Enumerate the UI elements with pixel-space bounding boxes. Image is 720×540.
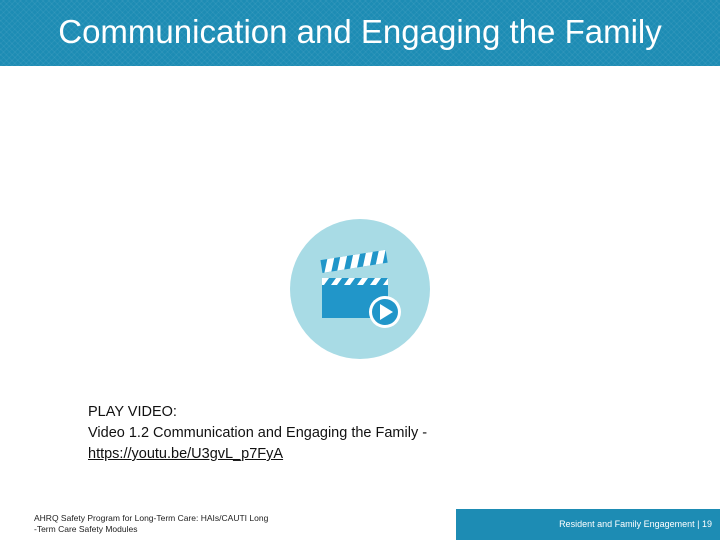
video-text-block xyxy=(88,402,427,465)
footer-left-line2: -Term Care Safety Modules xyxy=(34,524,138,534)
video-clapperboard-play-icon[interactable] xyxy=(289,218,431,360)
video-link[interactable]: https://youtu.be/U3gvL_p7FyA xyxy=(88,446,284,462)
title-bar xyxy=(0,0,720,66)
footer-left-line1: AHRQ Safety Program for Long-Term Care: HAIs/CAUTI Long xyxy=(34,513,269,523)
footer-right-bar xyxy=(456,509,720,540)
play-video-label: PLAY VIDEO: xyxy=(88,404,177,420)
footer-left-text xyxy=(34,513,274,535)
slide-title: Communication and Engaging the Family xyxy=(58,13,662,50)
video-description: Video 1.2 Communication and Engaging the Family - xyxy=(88,425,428,441)
footer-page-label: Resident and Family Engagement | 19 xyxy=(559,519,712,529)
